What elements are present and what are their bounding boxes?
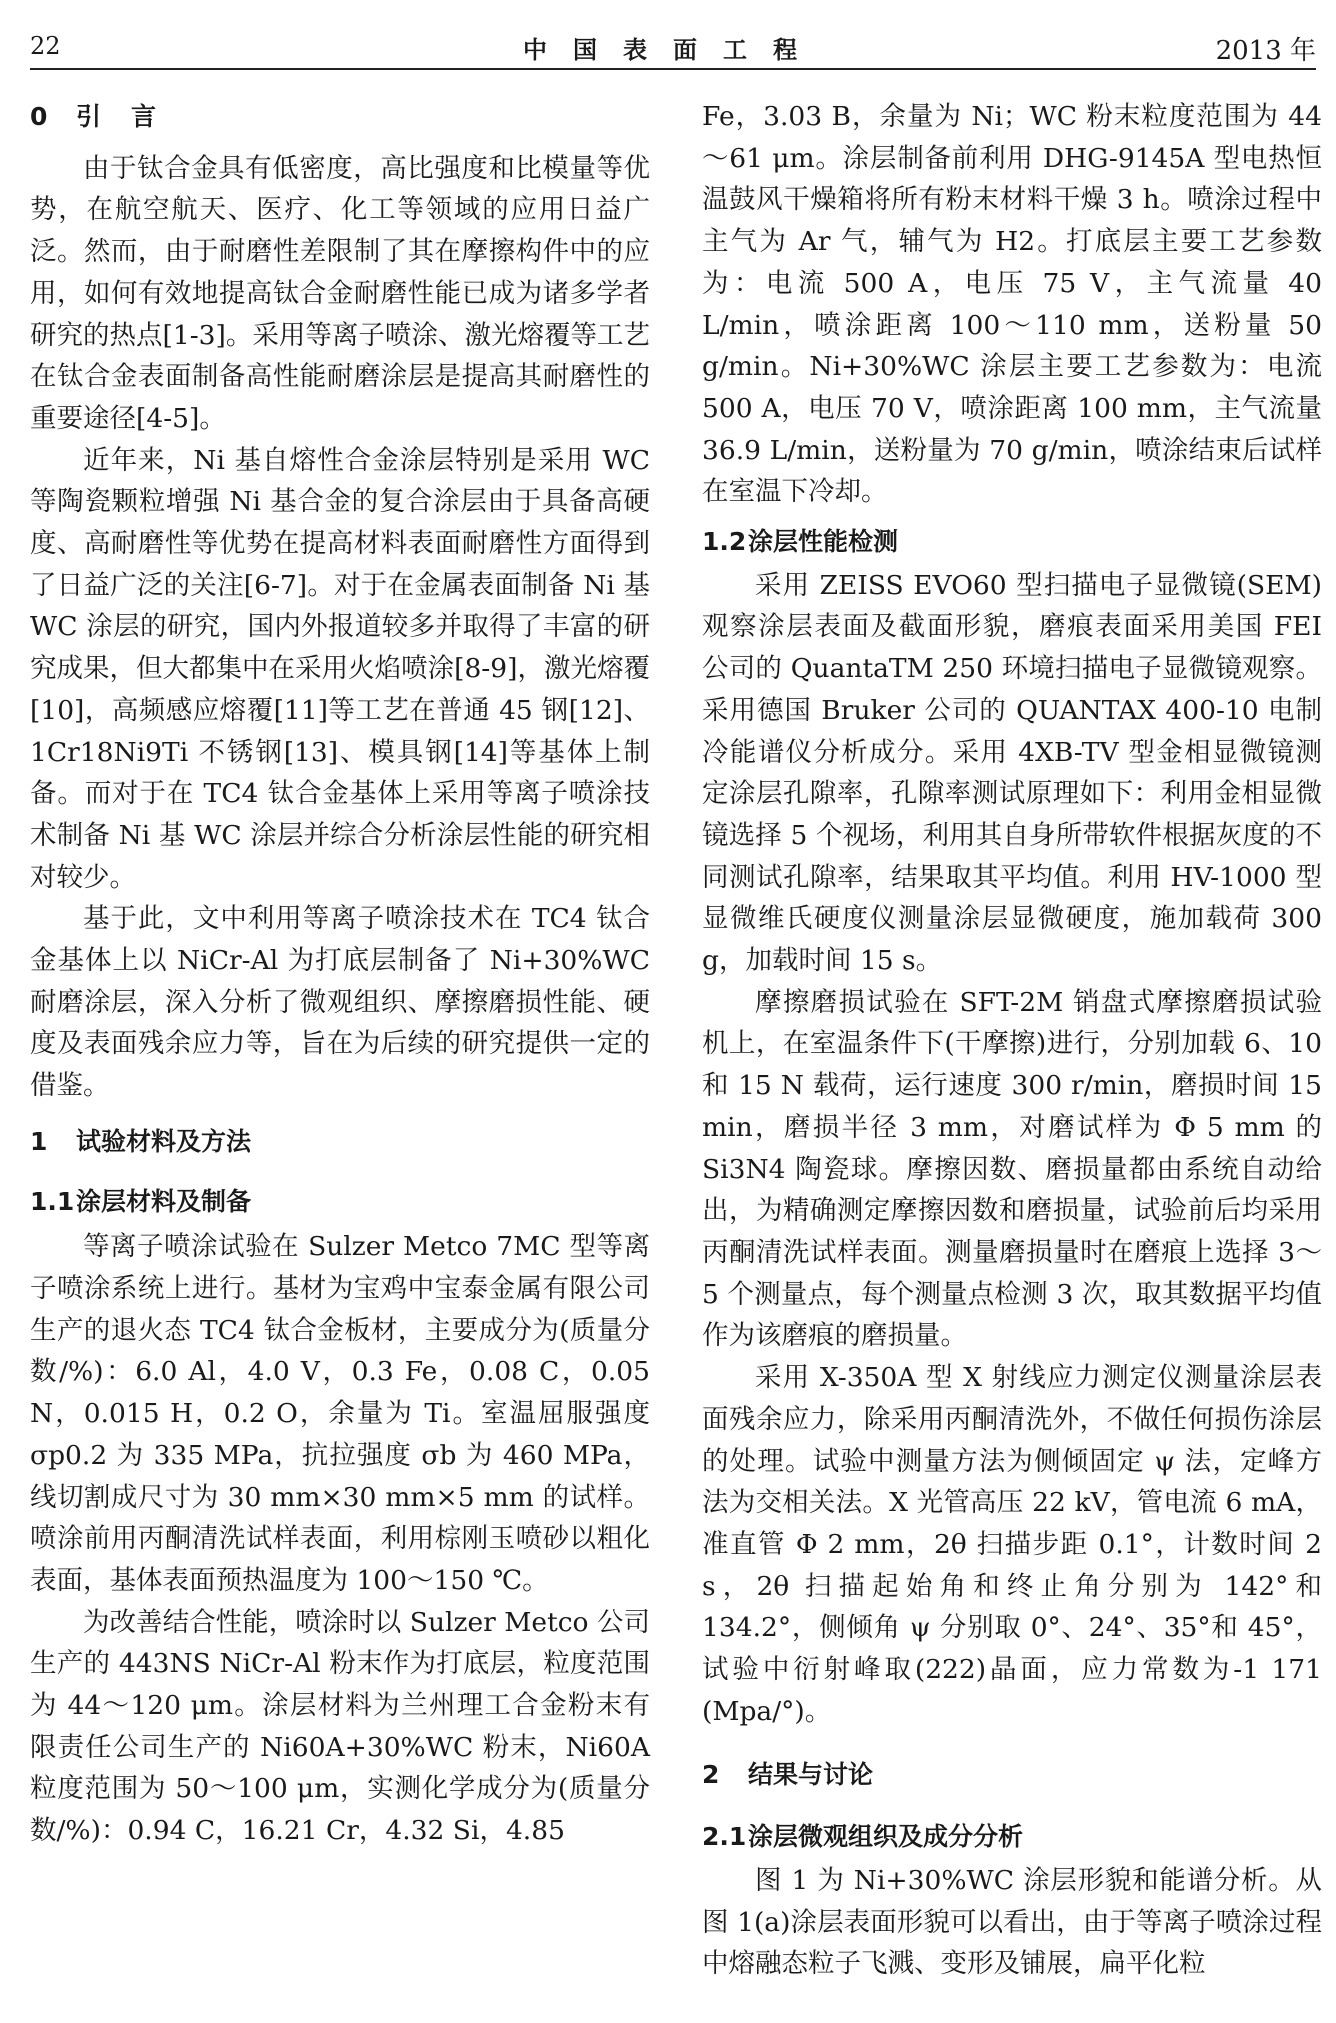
year-label: 2013 年: [1215, 36, 1316, 66]
section-number: 2: [702, 1760, 720, 1790]
paragraph-continued: Fe，3.03 B，余量为 Ni；WC 粉末粒度范围为 44～61 μm。涂层制备前利用 DHG-9145A 型电热恒温鼓风干燥箱将所有粉末材料干燥 3 h。喷涂过程中主气为 Ar 气，辅气为 H2。打底层主要工艺参数为：电流 500 A，电压 75 V，主气流量 40 L/min，喷涂距离 100～110 mm，送粉量 50 g/min。Ni+30%WC 涂层主要工艺参数为：电流 500 A，电压 70 V，喷涂距离 100 mm，主气流量 36.9 L/min，送粉量为 70 g/min，喷涂结束后试样在室温下冷却。: [702, 101, 1322, 508]
paragraph: 等离子喷涂试验在 Sulzer Metco 7MC 型等离子喷涂系统上进行。基材为宝鸡中宝泰金属有限公司生产的退火态 TC4 钛合金板材，主要成分为(质量分数/%)：6.0 Al，4.0 V，0.3 Fe，0.08 C，0.05 N，0.015 H，0.2 O，余量为 Ti。室温屈服强度 σp0.2 为 335 MPa，抗拉强度 σb 为 460 MPa，线切割成尺寸为 30 mm×30 mm×5 mm 的试样。喷涂前用丙酮清洗试样表面，利用棕刚玉喷砂以粗化表面，基体表面预热温度为 100～150 ℃。: [30, 1231, 650, 1596]
left-column: [30, 96, 650, 1852]
section-title: 结果与讨论: [748, 1760, 874, 1790]
section-number: 1: [30, 1126, 48, 1156]
paragraph: 近年来，Ni 基自熔性合金涂层特别是采用 WC 等陶瓷颗粒增强 Ni 基合金的复合涂层由于具备高硬度、高耐磨性等优势在提高材料表面耐磨性方面得到了日益广泛的关注[6-7]。对于在金属表面制备 Ni 基 WC 涂层的研究，国内外报道较多并取得了丰富的研究成果，但大都集中在采用火焰喷涂[8-9]，激光熔覆[10]，高频感应熔覆[11]等工艺在普通 45 钢[12]、1Cr18Ni9Ti 不锈钢[13]、模具钢[14]等基体上制备。而对于在 TC4 钛合金基体上采用等离子喷涂技术制备 Ni 基 WC 涂层并综合分析涂层性能的研究相对较少。: [30, 444, 650, 893]
paragraph: 采用 ZEISS EVO60 型扫描电子显微镜(SEM)观察涂层表面及截面形貌，磨痕表面采用美国 FEI 公司的 QuantaTM 250 环境扫描电子显微镜观察。采用德国 Bruker 公司的 QUANTAX 400-10 电制冷能谱仪分析成分。采用 4XB-TV 型金相显微镜测定涂层孔隙率，孔隙率测试原理如下：利用金相显微镜选择 5 个视场，利用其自身所带软件根据灰度的不同测试孔隙率，结果取其平均值。利用 HV-1000 型显微维氏硬度仪测量涂层显微硬度，施加载荷 300 g，加载时间 15 s。: [702, 569, 1322, 977]
running-header: [30, 28, 1316, 70]
subsection-title: 涂层性能检测: [748, 527, 899, 557]
subsection-title: 涂层微观组织及成分分析: [748, 1822, 1024, 1852]
section-heading-introduction: [30, 96, 650, 138]
subsection-heading-1-1: [30, 1181, 650, 1223]
section-title: 试验材料及方法: [76, 1126, 252, 1156]
subsection-number: 1.1: [30, 1186, 75, 1216]
section-title-part: 言: [131, 102, 157, 131]
section-title-part: 引: [76, 102, 102, 131]
paragraph: 采用 X-350A 型 X 射线应力测定仪测量涂层表面残余应力，除采用丙酮清洗外，不做任何损伤涂层的处理。试验中测量方法为侧倾固定 ψ 法，定峰方法为交相关法。X 光管高压 22 kV，管电流 6 mA，准直管 Φ 2 mm，2θ 扫描步距 0.1°，计数时间 2 s，2θ 扫描起始角和终止角分别为 142°和 134.2°，侧倾角 ψ 分别取 0°、24°、35°和 45°，试验中衍射峰取(222)晶面，应力常数为-1 171 (Mpa/°)。: [702, 1362, 1322, 1727]
paragraph: 由于钛合金具有低密度，高比强度和比模量等优势，在航空航天、医疗、化工等领域的应用日益广泛。然而，由于耐磨性差限制了其在摩擦构件中的应用，如何有效地提高钛合金耐磨性能已成为诸多学者研究的热点[1-3]。采用等离子喷涂、激光熔覆等工艺在钛合金表面制备高性能耐磨涂层是提高其耐磨性的重要途径[4-5]。: [30, 152, 650, 434]
paragraph: 为改善结合性能，喷涂时以 Sulzer Metco 公司生产的 443NS NiCr-Al 粉末作为打底层，粒度范围为 44～120 μm。涂层材料为兰州理工合金粉末有限责任公司生产的 Ni60A+30%WC 粉末，Ni60A 粒度范围为 50～100 μm，实测化学成分为(质量分数/%)：0.94 C，16.21 Cr，4.32 Si，4.85: [30, 1606, 650, 1847]
section-heading-2: [702, 1754, 1322, 1796]
journal-title: 中国表面工程: [523, 36, 823, 64]
paragraph: 摩擦磨损试验在 SFT-2M 销盘式摩擦磨损试验机上，在室温条件下(干摩擦)进行，分别加载 6、10 和 15 N 载荷，运行速度 300 r/min，磨损时间 15 min，磨损半径 3 mm，对磨试样为 Φ 5 mm 的 Si3N4 陶瓷球。摩擦因数、磨损量都由系统自动给出，为精确测定摩擦因数和磨损量，试验前后均采用丙酮清洗试样表面。测量磨损量时在磨痕上选择 3～5 个测量点，每个测量点检测 3 次，取其数据平均值作为该磨痕的磨损量。: [702, 986, 1322, 1352]
paragraph: 基于此，文中利用等离子喷涂技术在 TC4 钛合金基体上以 NiCr-Al 为打底层制备了 Ni+30%WC 耐磨涂层，深入分析了微观组织、摩擦磨损性能、硬度及表面残余应力等，旨在为后续的研究提供一定的借鉴。: [30, 903, 650, 1102]
subsection-number: 1.2: [702, 527, 747, 557]
subsection-title: 涂层材料及制备: [76, 1186, 252, 1216]
page-number: 22: [30, 32, 61, 60]
section-number: 0: [30, 102, 48, 131]
right-column: [702, 96, 1322, 1985]
section-heading-1: [30, 1121, 650, 1163]
paragraph: 图 1 为 Ni+30%WC 涂层形貌和能谱分析。从图 1(a)涂层表面形貌可以看出，由于等离子喷涂过程中熔融态粒子飞溅、变形及铺展，扁平化粒: [702, 1864, 1322, 1980]
subsection-number: 2.1: [702, 1822, 747, 1852]
subsection-heading-2-1: [702, 1816, 1322, 1858]
subsection-heading-1-2: [702, 521, 1322, 563]
